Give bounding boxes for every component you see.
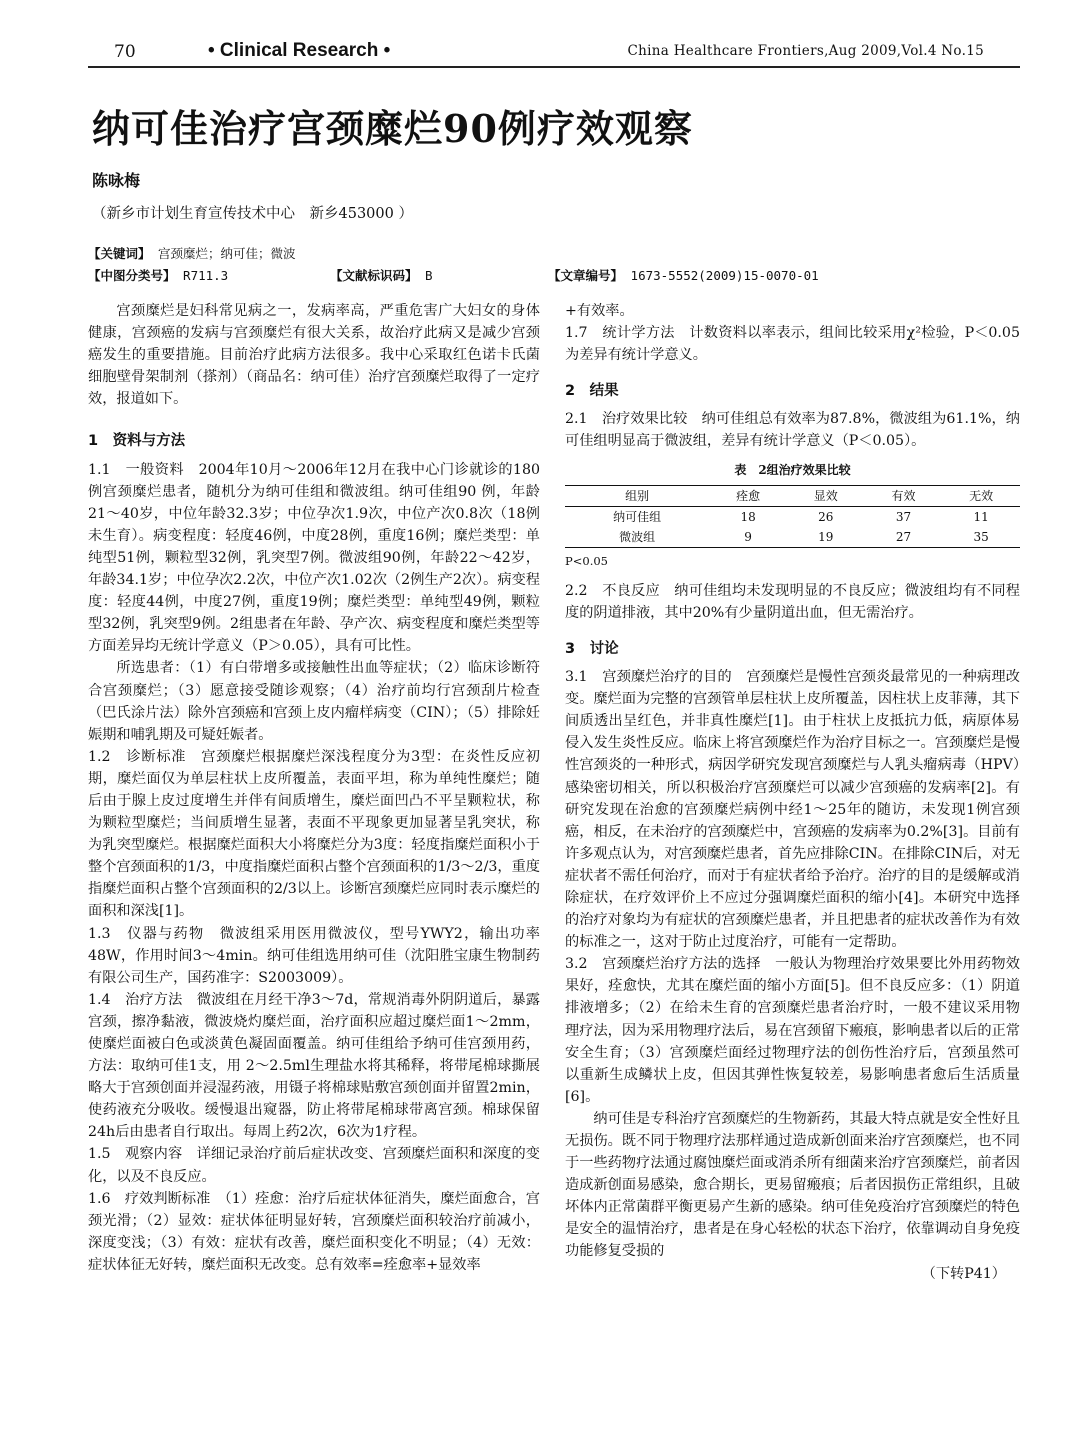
paragraph-3-2: 3.2 宫颈糜烂治疗方法的选择 一般认为物理治疗效果要比外用药物效果好，痊愈快，尤其在糜烂面的缩小方面[5]。但不良反应多：（1）阴道排液增多；（2）在给未生育的宫颈糜烂患者治疗时，一般不建议采用物理疗法，因为采用物理疗法后，易在宫颈留下瘢痕，影响患者以后的正常安全生育；（3）宫颈糜烂面经过物理疗法的创伤性治疗后，宫颈虽然可以重新生成鳞状上皮，但因其弹性恢复较差，易影响患者愈后生活质量[6]。 [565, 956, 1020, 1105]
paragraph-1-3: 1.3 仪器与药物 微波组采用医用微波仪，型号YWY2，输出功率48W，作用时间3～4min。纳可佳组选用纳可佳（沈阳胜宝康生物制药有限公司生产，国药准字：S2003009）。 [88, 925, 540, 986]
paragraph-1-5: 1.5 观察内容 详细记录治疗前后症状改变、宫颈糜烂面积和深度的变化，以及不良反应。 [88, 1146, 540, 1185]
left-column [88, 300, 540, 1276]
doc-code-label: 【文献标识码】 [330, 268, 418, 283]
table-cell: 11 [973, 509, 989, 524]
table-caption: 表 2组治疗效果比较 [734, 462, 851, 477]
table-cell: 9 [744, 529, 752, 544]
article-no-value: 1673-5552(2009)15-0070-01 [630, 268, 819, 283]
article-title: 纳可佳治疗宫颈糜烂90例疗效观察 [92, 106, 693, 151]
table-row [565, 527, 1020, 548]
paragraph-1-2: 1.2 诊断标准 宫颈糜烂根据糜烂深浅程度分为3型：在炎性反应初期，糜烂面仅为单层柱状上皮所覆盖，表面平坦，称为单纯性糜烂；随后由于腺上皮过度增生并伴有间质增生，糜烂面凹凸不平呈颗粒状，称为颗粒型糜烂；当间质增生显著，表面不平现象更加显著呈乳突状，称为乳突型糜烂。根据糜烂面积大小将糜烂分为3度：轻度指糜烂面积小于整个宫颈面积的1/3，中度指糜烂面积占整个宫颈面积的1/3～2/3，重度指糜烂面积占整个宫颈面积的2/3以上。诊断宫颈糜烂应同时表示糜烂的面积和深浅[1]。 [88, 748, 540, 920]
table-cell: 微波组 [619, 529, 656, 544]
keywords-line [88, 244, 296, 262]
paragraph-1-7: 1.7 统计学方法 计数资料以率表示，组间比较采用χ²检验，P＜0.05为差异有统计学意义。 [565, 325, 1020, 364]
table-cell: 26 [818, 509, 834, 524]
running-header [88, 38, 1020, 68]
section-label: • Clinical Research • [208, 40, 391, 61]
table-note: P<0.05 [565, 553, 608, 568]
table-header-row [565, 485, 1020, 506]
table-cell: 纳可佳组 [613, 509, 662, 524]
paragraph-1-4: 1.4 治疗方法 微波组在月经干净3～7d，常规消毒外阴阴道后，暴露宫颈，擦净黏液，微波烧灼糜烂面，治疗面积应超过糜烂面1～2mm，使糜烂面被白色或淡黄色凝固面覆盖。纳可佳组给予纳可佳宫颈用药，方法：取纳可佳1支，用 2～2.5ml生理盐水将其稀释，将带尾棉球撕展略大于宫颈创面并浸湿药液，用镊子将棉球贴敷宫颈创面并留置2min，使药液充分吸收。缓慢退出窥器，防止将带尾棉球带离宫颈。棉球保留24h后由患者自行取出。每周上药2次，6次为1疗程。 [88, 991, 540, 1141]
table-header-cell: 痊愈 [736, 488, 761, 503]
continued-note: （下转P41） [921, 1265, 1006, 1282]
table-cell: 37 [895, 509, 912, 524]
paragraph-1-6: 1.6 疗效判断标准 （1）痊愈：治疗后症状体征消失，糜烂面愈合，宫颈光滑；（2）显效：症状体征明显好转，宫颈糜烂面积较治疗前减小，深度变浅；（3）有效：症状有改善，糜烂面积变化不明显；（4）无效：症状体征无好转，糜烂面积无改变。总有效率=痊愈率+显效率 [88, 1190, 540, 1273]
doc-code-value: B [425, 268, 433, 283]
table-header-cell: 无效 [969, 488, 994, 503]
clc-value: R711.3 [183, 268, 229, 283]
results-table-block [565, 459, 1020, 572]
paragraph-1-6-continued: +有效率。 [565, 303, 634, 319]
table-cell: 19 [818, 529, 834, 544]
section-1-heading: 1 资料与方法 [88, 433, 186, 450]
paragraph-3-3: 纳可佳是专科治疗宫颈糜烂的生物新药，其最大特点就是安全性好且无损伤。既不同于物理疗法那样通过造成新创面来治疗宫颈糜烂，也不同于一些药物疗法通过腐蚀糜烂面或消杀所有细菌来治疗宫颈糜烂，前者因造成新创面易感染，愈合期长，更易留瘢痕；后者因损伤正常组织，且破坏体内正常菌群平衡更易产生新的感染。纳可佳免疫治疗宫颈糜烂的特色是安全的温情治疗，患者是在身心轻松的状态下治疗，依靠调动自身免疫功能修复受损的 [565, 1110, 1020, 1260]
clc-label: 【中图分类号】 [88, 268, 176, 283]
paragraph-3-1: 3.1 宫颈糜烂治疗的目的 宫颈糜烂是慢性宫颈炎最常见的一种病理改变。糜烂面为完整的宫颈管单层柱状上皮所覆盖，因柱状上皮菲薄，其下间质透出呈红色，并非真性糜烂[1]。由于柱状上皮抵抗力低，病原体易侵入发生炎性反应。临床上将宫颈糜烂作为治疗目标之一。宫颈糜烂是慢性宫颈炎的一种形式，病因学研究发现宫颈糜烂与人乳头瘤病毒（HPV）感染密切相关，所以积极治疗宫颈糜烂可以减少宫颈癌的发病率[2]。有研究发现在治愈的宫颈糜烂病例中经1～25年的随访，未发现1例宫颈癌，相反，在未治疗的宫颈糜烂中，宫颈癌的发病率为0.2%[3]。目前有许多观点认为，对宫颈糜烂患者，首先应排除CIN。在排除CIN后，对无症状者不需任何治疗，而对于有症状者给予治疗。治疗的目的是缓解或消除症状，在疗效评价上不应过分强调糜烂面积的缩小[4]。本研究中选择的治疗对象均为有症状的宫颈糜烂患者，并且把患者的症状改善作为有效的标准之一，这对于防止过度治疗，可能有一定帮助。 [565, 669, 1020, 951]
page-number: 70 [114, 42, 136, 62]
paragraph-1-1-criteria: 所选患者：（1）有白带增多或接触性出血等症状；（2）临床诊断符合宫颈糜烂；（3）愿意接受随诊观察；（4）治疗前均行宫颈刮片检查（巴氏涂片法）除外宫颈癌和宫颈上皮内瘤样病变（CIN）；（5）排除妊娠期和哺乳期及可疑妊娠者。 [88, 660, 540, 743]
paragraph-2-2: 2.2 不良反应 纳可佳组均未发现明显的不良反应；微波组均有不同程度的阴道排液，其中20%有少量阴道出血，但无需治疗。 [565, 582, 1020, 621]
table-header-cell: 显效 [813, 488, 838, 503]
table-header-cell: 组别 [625, 488, 650, 503]
keywords-label: 【关键词】 [88, 246, 151, 261]
table-cell: 35 [973, 529, 989, 544]
section-3-heading: 3 讨论 [565, 640, 619, 657]
article-no-line [548, 266, 819, 284]
results-table [565, 485, 1020, 548]
keywords-value: 宫颈糜烂；纳可佳；微波 [158, 246, 296, 261]
table-cell: 18 [740, 509, 756, 524]
author-name: 陈咏梅 [92, 171, 141, 190]
right-column [565, 300, 1020, 1285]
paragraph-2-1: 2.1 治疗效果比较 纳可佳组总有效率为87.8%，微波组为61.1%，纳可佳组明显高于微波组，差异有统计学意义（P＜0.05）。 [565, 411, 1020, 450]
table-cell: 27 [895, 529, 912, 544]
paragraph-1-1: 1.1 一般资料 2004年10月～2006年12月在我中心门诊就诊的180例宫颈糜烂患者，随机分为纳可佳组和微波组。纳可佳组90 例，年龄21～40岁，中位年龄32.3岁；中位孕次1.9次，中位产次0.8次（18例未生育）。病变程度：轻度46例，中度28例，重度16例；糜烂类型：单纯型51例，颗粒型32例，乳突型7例。微波组90例，年龄22～42岁，年龄34.1岁；中位孕次2.2次，中位产次1.02次（2例生产2次）。病变程度：轻度44例，中度27例，重度19例；糜烂类型：单纯型49例，颗粒型32例，乳突型9例。2组患者在年龄、孕产次、病变程度和糜烂类型等方面差异均无统计学意义（P＞0.05），具有可比性。 [88, 461, 540, 655]
table-header-cell: 有效 [891, 488, 916, 503]
doc-code-line [330, 266, 433, 284]
section-2-heading: 2 结果 [565, 383, 619, 400]
intro-paragraph: 宫颈糜烂是妇科常见病之一，发病率高，严重危害广大妇女的身体健康，宫颈癌的发病与宫颈糜烂有很大关系，故治疗此病又是减少宫颈癌发生的重要措施。目前治疗此病方法很多。我中心采取红色诺卡氏菌细胞壁骨架制剂（搽剂）（商品名：纳可佳）治疗宫颈糜烂取得了一定疗效，报道如下。 [88, 303, 540, 408]
clc-line [88, 266, 228, 284]
author-affiliation: （新乡市计划生育宣传技术中心 新乡453000 ） [92, 206, 413, 222]
article-no-label: 【文章编号】 [548, 268, 624, 283]
table-row [565, 506, 1020, 527]
journal-citation: China Healthcare Frontiers,Aug 2009,Vol.4 No.15 [627, 43, 984, 59]
